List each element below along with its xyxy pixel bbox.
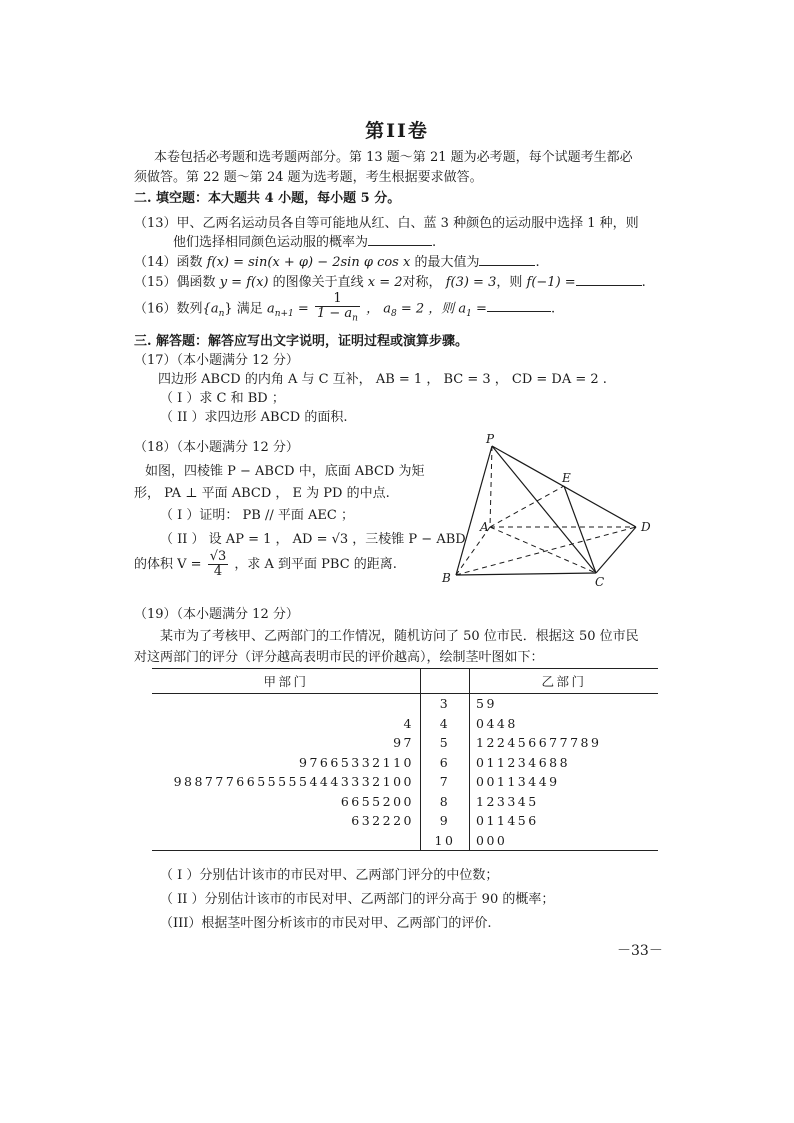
edge-PA	[490, 446, 492, 527]
q19-part-3: （III）根据茎叶图分析该市的市民对甲、乙两部门的评价.	[160, 916, 492, 931]
stem: 7	[421, 772, 470, 792]
part3-header: 三. 解答题：解答应写出文字说明，证明过程或演算步骤。	[134, 334, 469, 349]
stem: 3	[421, 694, 470, 714]
q18-line-1: 如图，四棱锥 P − ABCD 中，底面 ABCD 为矩	[145, 464, 425, 479]
stem: 10	[421, 831, 470, 851]
label-P: P	[486, 432, 495, 446]
q18-vol-prefix: 的体积 V =	[134, 557, 202, 572]
leaf-left	[152, 831, 421, 851]
q16-mid: 满足	[236, 301, 263, 317]
header-stem	[421, 669, 470, 694]
q18-volume-line	[134, 550, 397, 579]
leaf-left	[152, 694, 421, 714]
leaf-left: 97	[393, 735, 414, 751]
q15-mid-2: 对称，	[402, 275, 442, 290]
q16-eq: =	[293, 301, 313, 317]
q16-denominator	[315, 307, 360, 326]
q19-line-1: 某市为了考核甲、乙两部门的工作情况，随机访问了 50 位市民．根据这 50 位市民	[160, 629, 639, 644]
q19-part-1: （ I ）分别估计该市的市民对甲、乙两部门评分的中位数；	[160, 868, 499, 883]
stem: 9	[421, 811, 470, 831]
leaf-left: 98877766555554443332100	[173, 774, 414, 790]
q16-seq-sub: n	[218, 308, 225, 319]
stem-leaf-header	[152, 669, 658, 694]
leaf-right: 59	[476, 696, 497, 712]
q17-part-2: （ II ）求四边形 ABCD 的面积.	[160, 410, 348, 425]
q13-line-1: （13）甲、乙两名运动员各自等可能地从红、白、蓝 3 种颜色的运动服中选择 1 种，则	[134, 216, 639, 231]
q19-line-2: 对这两部门的评分（评分越高表明市民的评价越高），绘制茎叶图如下：	[134, 650, 544, 665]
label-D: D	[641, 520, 651, 534]
edge-PC	[492, 446, 596, 573]
q15-prefix: （15）偶函数	[134, 275, 216, 290]
q16-seq: {a	[202, 301, 219, 317]
edge-BC	[456, 573, 596, 575]
q16-lhs-sub: n+1	[274, 308, 294, 319]
table-row	[152, 811, 658, 831]
stem: 5	[421, 733, 470, 753]
leaf-left: 97665332110	[299, 754, 414, 770]
q14-expression: f(x) = sin(x + φ) − 2sin φ cos x	[206, 255, 411, 270]
q16-cond: ， a	[366, 301, 391, 317]
q14-line: （14）函数 f(x) = sin(x + φ) − 2sin φ cos x 的最大值为 .	[134, 255, 540, 270]
label-A: A	[480, 520, 489, 534]
q14-answer-blank	[479, 253, 535, 266]
q18-line-2: 形， PA ⊥ 平面 ABCD ， E 为 PD 的中点.	[134, 486, 390, 501]
header-dept-a: 甲部门	[152, 669, 421, 694]
q16-cond-tail: = 2 ，则 a	[396, 301, 467, 317]
q18-part-1: （ I ）证明： PB // 平面 AEC ；	[160, 508, 354, 523]
table-row	[152, 792, 658, 812]
leaf-left: 4	[403, 715, 414, 731]
q16-fraction	[315, 292, 360, 326]
table-row	[152, 753, 658, 773]
table-row	[152, 694, 658, 714]
q17-part-1: （ I ）求 C 和 BD ；	[160, 391, 285, 406]
leaf-right: 0448	[476, 715, 518, 731]
q16-seq-close: }	[224, 301, 233, 317]
edge-CD	[596, 527, 636, 573]
leaf-right: 00113449	[476, 774, 560, 790]
leaf-right: 123345	[476, 793, 539, 809]
q16-ans-tail: =	[471, 301, 487, 317]
q17-head: （17）（本小题满分 12 分）	[134, 353, 299, 368]
leaf-right: 000	[470, 831, 659, 851]
q15-expr-4: f(−1) =	[526, 275, 576, 290]
part2-header: 二. 填空题：本大题共 4 小题，每小题 5 分。	[134, 191, 401, 206]
leaf-left: 632220	[351, 813, 414, 829]
header-dept-b: 乙部门	[470, 669, 659, 694]
q18-vol-denominator: 4	[213, 564, 223, 579]
leaf-right: 011456	[476, 813, 539, 829]
stem: 8	[421, 792, 470, 812]
stem-leaf-table	[152, 668, 658, 851]
q18-vol-fraction	[208, 550, 229, 579]
q15-mid-3: ，则	[496, 275, 523, 290]
label-C: C	[595, 575, 605, 589]
q14-prefix: （14）函数	[134, 255, 203, 270]
q18-vol-suffix: ，求 A 到平面 PBC 的距离.	[234, 557, 397, 572]
q18-vol-numerator: √3	[209, 549, 227, 564]
leaf-right: 011234688	[476, 754, 571, 770]
label-B: B	[442, 571, 451, 585]
q16-cond-sub: 8	[390, 308, 397, 319]
q16-den-sub: n	[352, 313, 358, 324]
stem: 4	[421, 714, 470, 734]
q16-ans-sub: 1	[466, 308, 472, 319]
q15-line: （15）偶函数 y = f(x) 的图像关于直线 x = 2对称， f(3) = 3，则 f(−1) = .	[134, 275, 646, 290]
q18-part-2: （ II ） 设 AP = 1 ， AD = √3 ，三棱锥 P − ABD	[160, 532, 466, 547]
label-E: E	[562, 471, 571, 485]
q14-suffix: 的最大值为	[414, 255, 480, 270]
q19-part-2: （ II ）分别估计该市的市民对甲、乙两部门的评分高于 90 的概率；	[160, 892, 555, 907]
intro-line-2: 须做答。第 22 题～第 24 题为选考题，考生根据要求做答。	[134, 170, 483, 185]
q15-expr-3: f(3) = 3	[445, 275, 497, 290]
table-row	[152, 733, 658, 753]
stem: 6	[421, 753, 470, 773]
table-row	[152, 714, 658, 734]
table-row	[152, 831, 658, 851]
q16-numerator: 1	[315, 292, 360, 307]
q16-line: （16）数列$\{a_n\}$ 满足 $a_{n+1}$ = $\frac{1}{1 - a_n}$ ， $a_8 = 2$ ，则 $a_1$ = .	[134, 291, 556, 324]
q15-mid: 的图像关于直线	[272, 275, 364, 290]
pyramid-figure	[430, 432, 660, 592]
edge-AC	[490, 527, 596, 573]
intro-line-1: 本卷包括必考题和选考题两部分。第 13 题～第 21 题为必考题，每个试题考生都必	[154, 150, 633, 165]
q17-body: 四边形 ABCD 的内角 A 与 C 互补， AB = 1 ， BC = 3 ， CD = DA = 2 .	[158, 372, 607, 387]
edge-PB	[456, 446, 492, 575]
table-row	[152, 772, 658, 792]
leaf-right: 122456677789	[476, 735, 602, 751]
q13-text: 他们选择相同颜色运动服的概率为	[173, 235, 369, 250]
q19-head: （19）（本小题满分 12 分）	[134, 607, 299, 622]
section-title: 第II卷	[365, 120, 429, 142]
q18-head: （18）（本小题满分 12 分）	[134, 440, 299, 455]
q16-lhs: a	[266, 301, 275, 317]
leaf-left: 6655200	[340, 793, 414, 809]
q16-answer-blank	[487, 299, 551, 312]
edge-BD	[456, 527, 636, 575]
page-number: －33－	[617, 943, 663, 959]
q16-den-text: 1 − a	[316, 306, 353, 321]
q13-answer-blank	[368, 233, 432, 246]
q15-expr-1: y = f(x)	[219, 275, 269, 290]
q13-line-2: 他们选择相同颜色运动服的概率为 .	[173, 235, 437, 250]
q16-prefix: （16）数列	[134, 301, 203, 317]
q15-expr-2: x = 2	[367, 275, 403, 290]
edge-EC	[564, 486, 596, 573]
q15-answer-blank	[576, 273, 642, 286]
